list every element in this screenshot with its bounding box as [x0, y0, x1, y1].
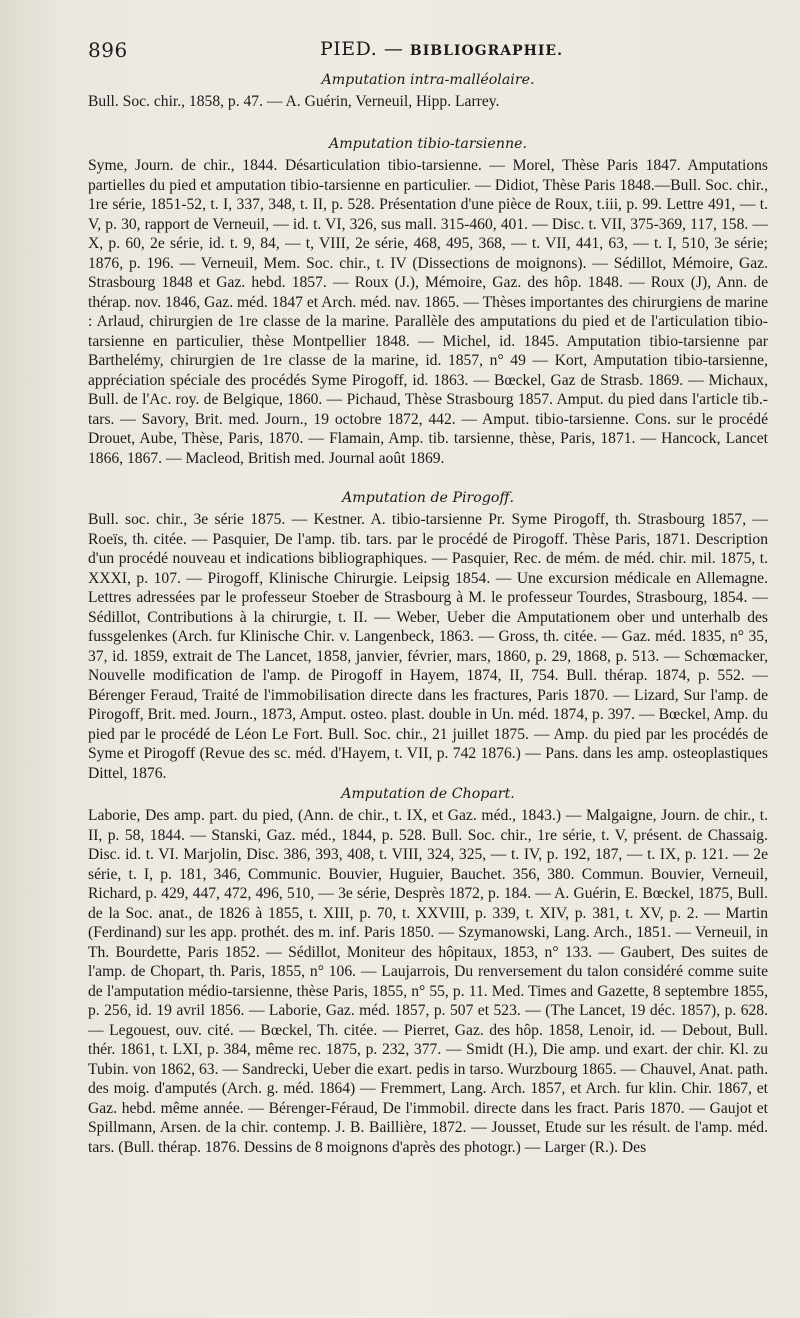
section-heading-chopart: Amputation de Chopart. — [341, 786, 515, 802]
bibliography-intra-malleolaire: Bull. Soc. chir., 1858, p. 47. — A. Guérin, Verneuil, Hipp. Larrey. — [88, 93, 500, 110]
bibliography-pirogoff: Bull. soc. chir., 3e série 1875. — Kestner. A. tibio-tarsienne Pr. Syme Pirogoff, th. Strasbourg 1857, — Roeïs, th. citée. — Pasquier, De l'amp. tib. tars. par le procédé de Pirogoff. Thèse Paris, 1871. Description d'un procédé nouveau et indications bibliographiques. — Pasquier, Rec. de mém. de méd. chir. mil. 1875, t. XXXI, p. 107. — Pirogoff, Klinische Chirurgie. Leipsig 1854. — Une excursion médicale en Allemagne. Lettres adressées par le professeur Stoeber de Strasbourg à M. le professeur Tourdes, Strasbourg, 1854. — Sédillot, Contributions à la chirurgie, t. II. — Weber, Ueber die Amputationem ober und unterhalb des fussgelenkes (Arch. fur Klinische Chir. v. Langenbeck, 1863. — Gross, th. citée. — Gaz. méd. 1835, n° 35, 37, id. 1859, extrait de The Lancet, 1858, janvier, février, mars, 1860, p. 29, 1868, p. 513. — Schœmacker, Nouvelle modification de l'amp. de Pirogoff in Hayem, 1874, II, 754. Bull. thérap. 1874, p. 552. — Bérenger Feraud, Traité de l'immobilisation directe dans les fractures, Paris 1870. — Lizard, Sur l'amp. de Pirogoff, Brit. med. Journ., 1873, Amput. osteo. plast. double in Un. méd. 1874, p. 397. — Bœckel, Amp. du pied par le procédé de Léon Le Fort. Bull. Soc. chir., 21 juillet 1875. — Amp. du pied par les procédés de Syme et Pirogoff (Revue des sc. méd. d'Hayem, t. VII, p. 742 1876.) — Pans. dans les amp. osteoplastiques Dittel, 1876. — [88, 511, 768, 782]
section-heading-intra-malleolaire: Amputation intra-malléolaire. — [321, 72, 535, 88]
running-title — [320, 38, 563, 60]
page-header — [88, 30, 768, 68]
running-title-separator: — — [383, 38, 404, 60]
section-heading-tibio-tarsienne: Amputation tibio-tarsienne. — [328, 136, 528, 152]
running-title-subtitle: BIBLIOGRAPHIE. — [409, 43, 563, 59]
bibliography-tibio-tarsienne: Syme, Journ. de chir., 1844. Désarticulation tibio-tarsienne. — Morel, Thèse Paris 1847. Amputations partielles du pied et amputation tibio-tarsienne en particulier. — Didiot, Thèse Paris 1848.—Bull. Soc. chir., 1re série, 1851-52, t. I, 337, 348, t. II, p. 528. Présentation d'une pièce de Roux, t.iii, p. 99. Lettre 491, — t. V, p. 30, rapport de Verneuil, — id. t. VI, 326, sus mall. 315-460, 401. — Disc. t. VII, 375-369, 117, 158. — X, p. 60, 2e série, id. t. 9, 84, — t, VIII, 2e série, 468, 495, 368, — t. VII, 441, 63, — t. I, 510, 3e série; 1876, p. 196. — Verneuil, Mem. Soc. chir., t. IV (Dissections de moignons). — Sédillot, Mémoire, Gaz. Strasbourg 1848 et Gaz. hebd. 1857. — Roux (J.), Mémoire, Gaz. des hôp. 1848. — Roux (J), Ann. de thérap. nov. 1846, Gaz. méd. 1847 et Arch. méd. nav. 1865. — Thèses importantes des chirurgiens de marine : Arlaud, chirurgien de 1re classe de la marine. Parallèle des amputations du pied et de l'articulation tibio-tarsienne en particulier, thèse Montpellier 1848. — Michel, id. 1845. Amputation tibio-tarsienne par Barthelémy, chirurgien de 1re classe de la marine, id. 1857, n° 49 — Kort, Amputation tibio-tarsienne, appréciation spéciale des procédés Syme Pirogoff, id. 1863. — Bœckel, Gaz de Strasb. 1869. — Michaux, Bull. de l'Ac. roy. de Belgique, 1860. — Pichaud, Thèse Strasbourg 1857. Amput. du pied dans l'article tib.-tars. — Savory, Brit. med. Journ., 19 octobre 1872, 442. — Amput. tibio-tarsienne. Cons. sur le procédé Drouet, Aube, Thèse, Paris, 1870. — Flamain, Amp. tib. tarsienne, thèse, Paris, 1871. — Hancock, Lancet 1866, 1867. — Macleod, British med. Journal août 1869. — [88, 157, 768, 467]
running-title-main: PIED. — [320, 38, 378, 60]
bibliography-chopart: Laborie, Des amp. part. du pied, (Ann. de chir., t. IX, et Gaz. méd., 1843.) — Malgaigne, Journ. de chir., t. II, p. 58, 1844. — Stanski, Gaz. méd., 1844, p. 528. Bull. Soc. chir., 1re série, t. V, présent. de Chassaig. Disc. id. t. VI. Marjolin, Disc. 386, 393, 408, t. VIII, 324, 325, — t. IV, p. 192, 187, — t. IX, p. 121. — 2e série, t. I, p. 181, 346, Communic. Bouvier, Huguier, Bauchet. 356, 380. Commun. Bouvier, Verneuil, Richard, p. 429, 447, 472, 496, 510, — 3e série, Desprès 1872, p. 184. — A. Guérin, E. Bœckel, 1875, Bull. de la Soc. anat., de 1826 à 1855, t. XIII, p. 70, t. XXVIII, p. 339, t. XIV, p. 381, t. XV, p. 2. — Martin (Ferdinand) sur les app. prothét. des m. inf. Paris 1850. — Szymanowski, Lang. Arch., 1851. — Verneuil, in Th. Bourdette, Paris 1852. — Sédillot, Moniteur des hôpitaux, 1853, n° 133. — Gaubert, Des suites de l'amp. de Chopart, th. Paris, 1855, n° 106. — Laujarrois, Du renversement du talon considéré comme suite de l'amputation médio-tarsienne, thèse Paris, 1855, n° 55, p. 11. Med. Times and Gazette, 8 septembre 1855, p. 256, id. 19 avril 1856. — Laborie, Gaz. méd. 1857, p. 507 et 523. — (The Lancet, 19 déc. 1857), p. 628. — Legouest, ouv. cité. — Bœckel, Th. citée. — Pierret, Gaz. des hôp. 1858, Lenoir, id. — Debout, Bull. thér. 1861, t. LXI, p. 384, même rec. 1875, p. 232, 377. — Smidt (H.), Die amp. und exart. der chir. Kl. zu Tubin. von 1862, 63. — Sandrecki, Ueber die exart. pedis in tarso. Wurzbourg 1865. — Chauvel, Anat. path. des moig. d'amputés (Arch. g. méd. 1864) — Fremmert, Lang. Arch. 1857, et Arch. fur klin. Chir. 1867, et Gaz. hebd. même année. — Bérenger-Féraud, De l'immobil. directe dans les fract. Paris 1870. — Gaujot et Spillmann, Arsen. de la chir. contemp. J. B. Baillière, 1872. — Jousset, Etude sur les résult. de l'amp. méd. tars. (Bull. thérap. 1876. Dessins de 8 moignons d'après des photogr.) — Larger (R.). Des — [88, 807, 768, 1156]
page-number: 896 — [88, 38, 128, 62]
section-heading-pirogoff: Amputation de Pirogoff. — [341, 490, 515, 506]
